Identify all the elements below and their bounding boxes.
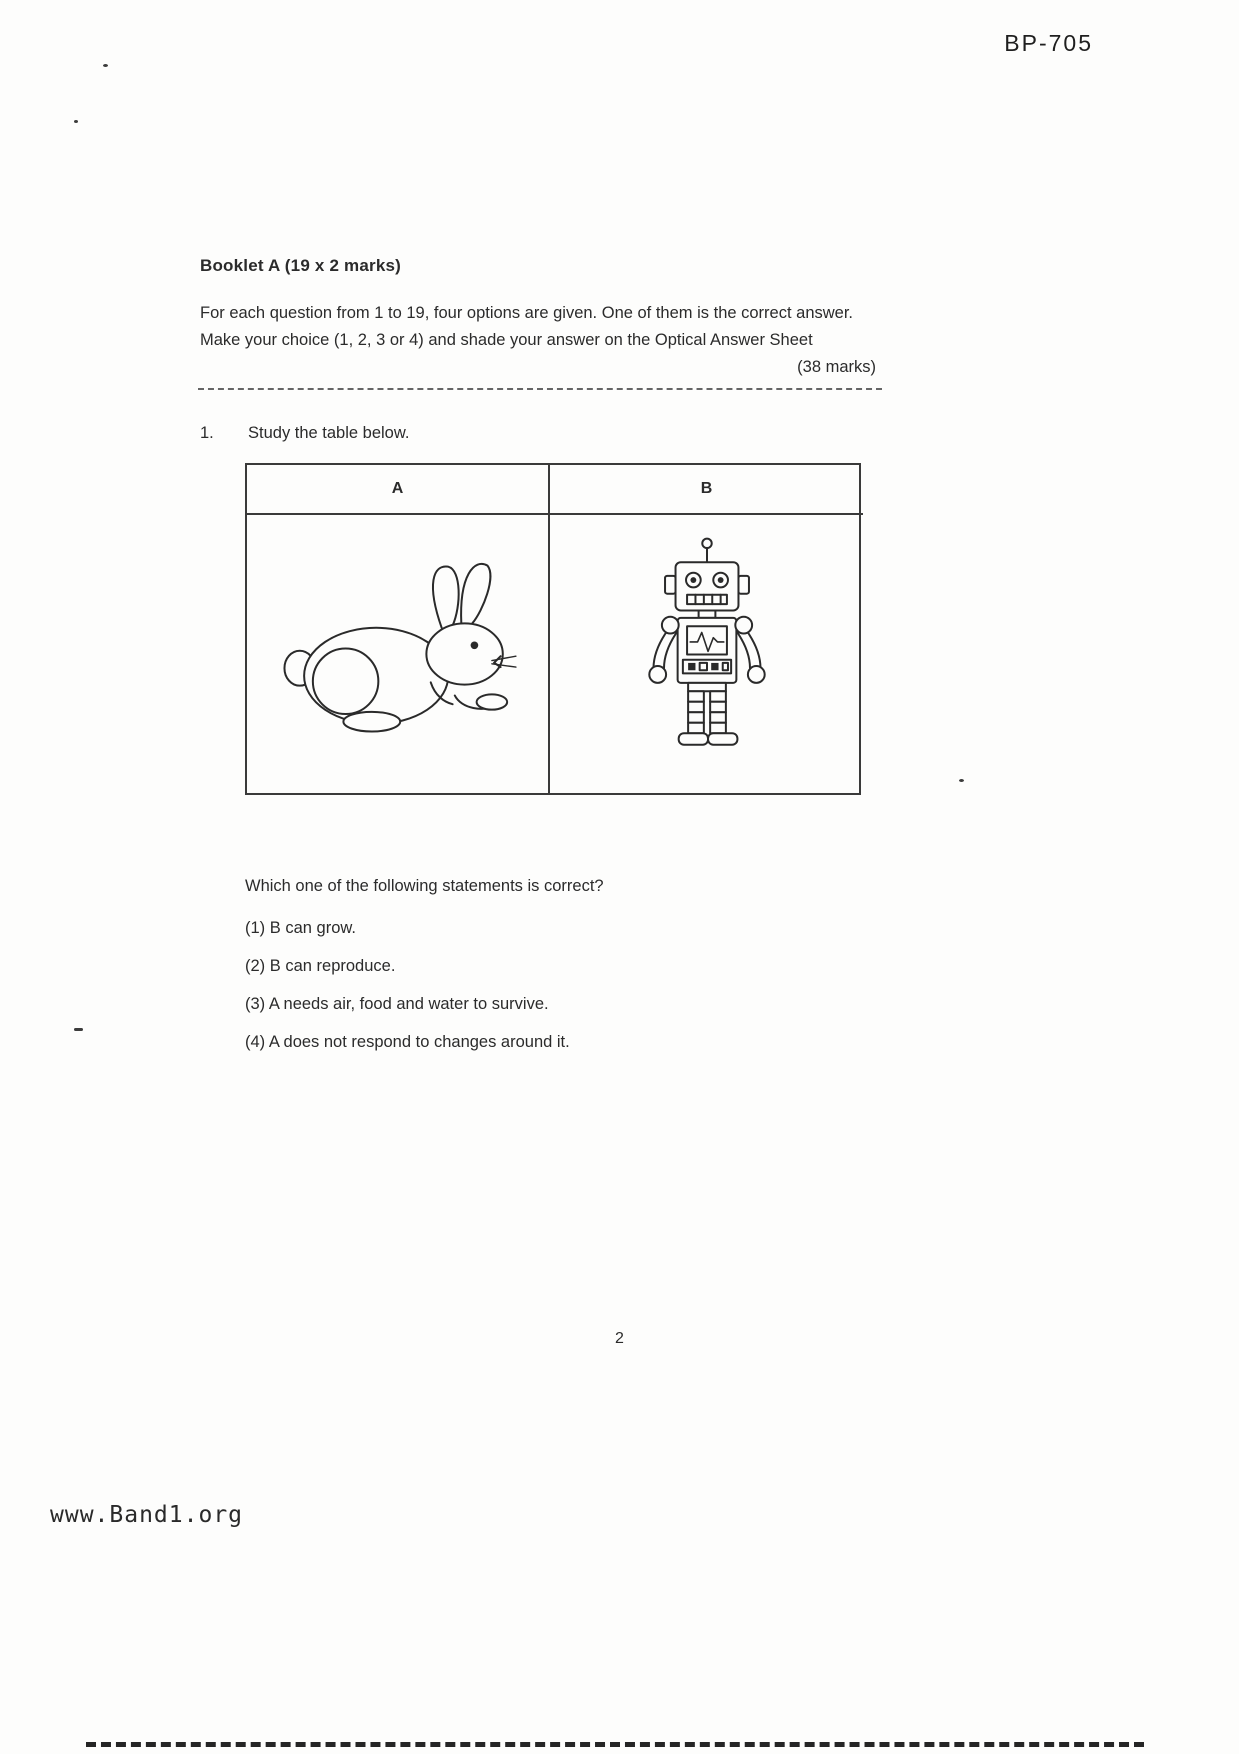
scan-artifact [74,120,78,123]
answer-option-2: (2) B can reproduce. [245,957,396,975]
paper-code: BP-705 [1004,30,1093,56]
rabbit-image [267,554,529,754]
scan-artifact [103,64,108,67]
question-table [245,463,861,795]
robot-image [628,536,786,772]
answer-option-1: (1) B can grow. [245,919,356,937]
scan-artifact [959,779,964,782]
question-number: 1. [200,424,214,442]
instructions-line-1: For each question from 1 to 19, four options are given. One of them is the correct answer. [200,304,854,322]
page-number: 2 [615,1330,624,1347]
booklet-title: Booklet A (19 x 2 marks) [200,256,402,275]
footer-watermark: www.Band1.org [50,1502,244,1528]
table-header-b: B [550,465,863,515]
table-header-a: A [247,465,550,515]
bottom-divider [86,1742,1144,1747]
table-cell-a [247,515,550,793]
answer-option-4: (4) A does not respond to changes around it. [245,1033,570,1051]
question-stem: Which one of the following statements is correct? [245,877,604,895]
answer-option-3: (3) A needs air, food and water to survive. [245,995,549,1013]
scan-artifact [74,1028,83,1031]
section-divider [198,388,882,390]
instructions-block [200,300,882,381]
instructions-line-2: Make your choice (1, 2, 3 or 4) and shade your answer on the Optical Answer Sheet [200,331,813,349]
question-prompt: Study the table below. [248,424,410,442]
table-cell-b [550,515,863,793]
marks-allocation: (38 marks) [797,358,876,376]
